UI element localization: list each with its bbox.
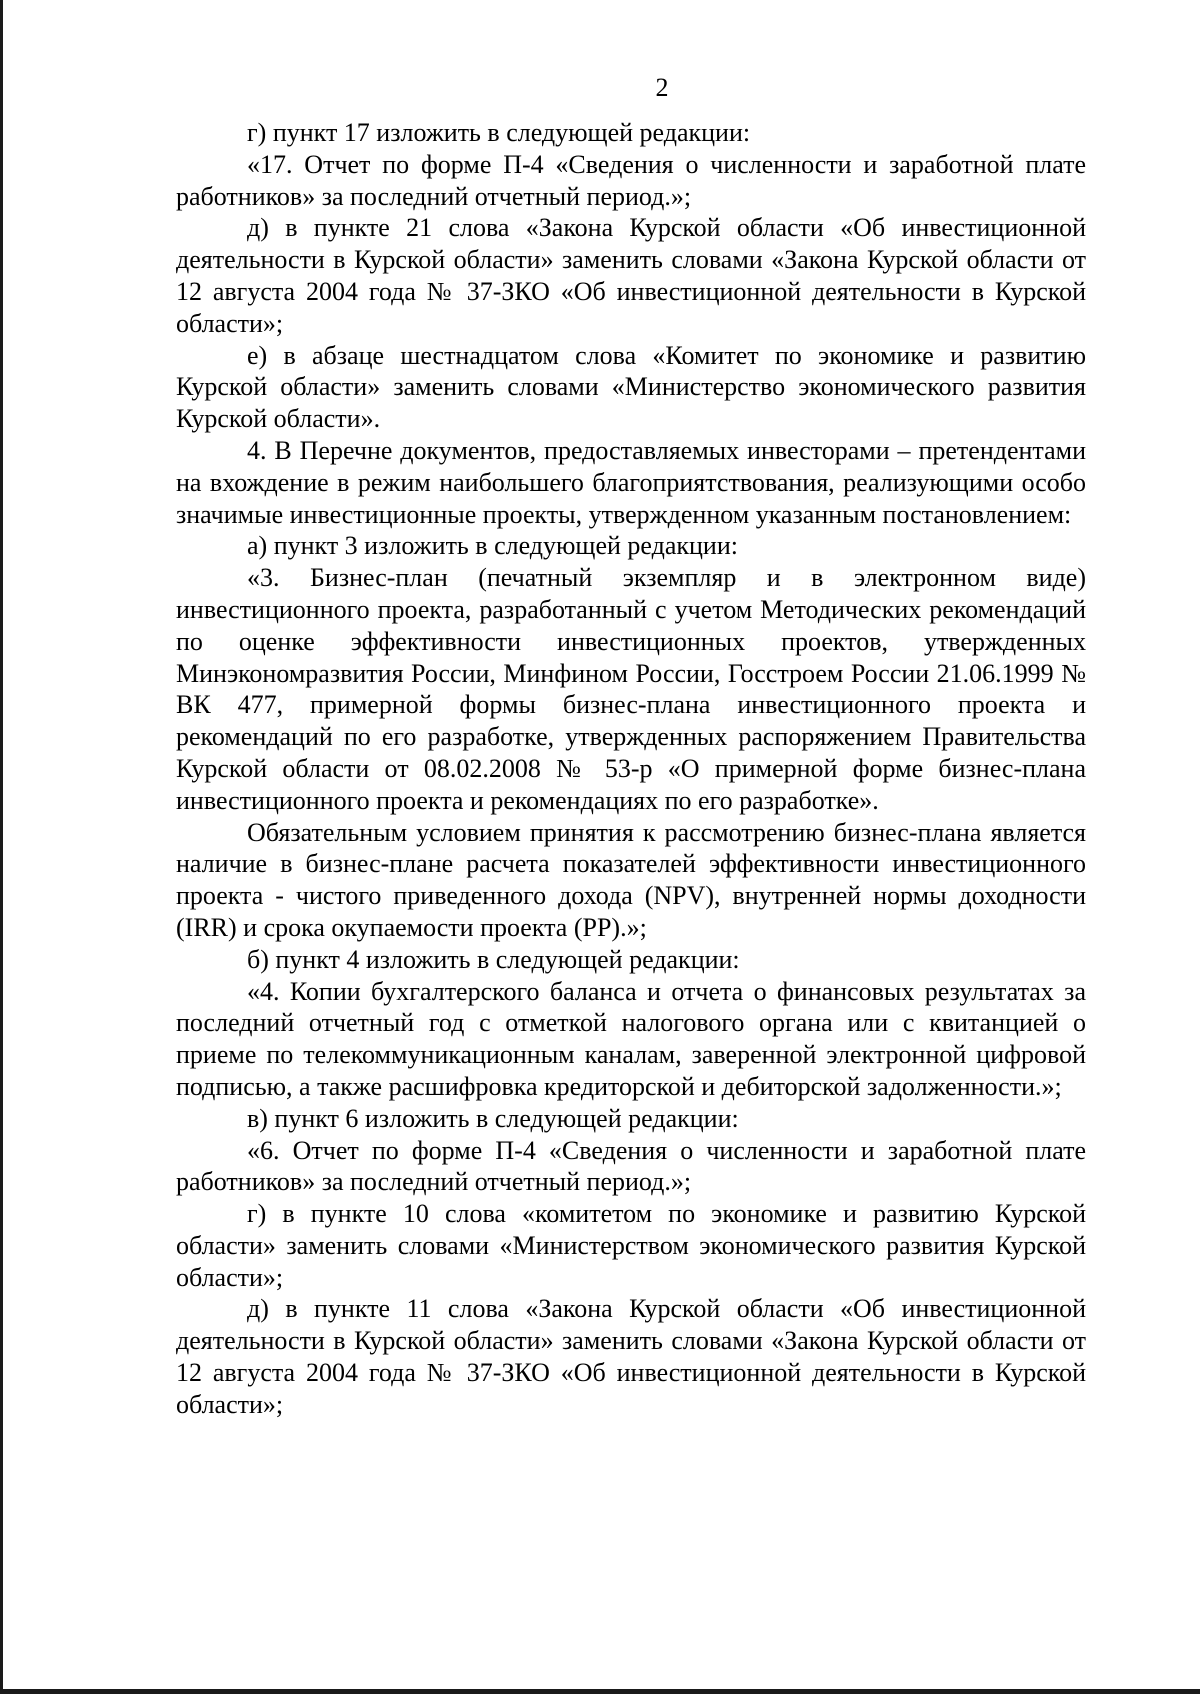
- paragraph-b-point-4: б) пункт 4 изложить в следующей редакции:: [247, 944, 740, 974]
- paragraph-quote-3-business-plan: «3. Бизнес-план (печатный экземпляр и в электронном виде) инвестиционного проекта, разработанный с учетом Методических рекомендаций по оценке эффективности инвестиционных проектов, утвержденных Минэкономразвития России, Минфином России, Госстроем России 21.06.1999 № ВК 477, примерной формы бизнес-плана инвестиционного проекта и рекомендаций по его разработке, утвержденных распоряжением Правительства Курской области от 08.02.2008 № 53-р «О примерной форме бизнес-плана инвестиционного проекта и рекомендациях по его разработке».: [176, 563, 1086, 815]
- paragraph-mandatory-condition: Обязательным условием принятия к рассмотрению бизнес-плана является наличие в бизнес-плане расчета показателей эффективности инвестиционного проекта - чистого приведенного дохода (NPV), внутренней нормы доходности (IRR) и срока окупаемости проекта (PP).»;: [176, 817, 1086, 942]
- scan-edge-bottom: [0, 1689, 1200, 1694]
- paragraph-quote-17: «17. Отчет по форме П-4 «Сведения о численности и заработной плате работников» за последний отчетный период.»;: [176, 149, 1086, 211]
- document-body: [176, 117, 1086, 1421]
- paragraph-a-point-3: а) пункт 3 изложить в следующей редакции:: [247, 531, 738, 561]
- paragraph-g-point-17: г) пункт 17 изложить в следующей редакции:: [247, 118, 751, 147]
- paragraph-quote-4-balance: «4. Копии бухгалтерского баланса и отчета о финансовых результатах за последний отчетный год с отметкой налогового органа или с квитанцией о приеме по телекоммуникационным каналам, заверенной электронной цифровой подписью, а также расшифровка кредиторской и дебиторской задолженности.»;: [176, 976, 1086, 1101]
- scan-edge-left: [0, 0, 3, 1694]
- paragraph-v-point-6: в) пункт 6 изложить в следующей редакции:: [247, 1103, 739, 1133]
- paragraph-4-perechen: 4. В Перечне документов, предоставляемых инвесторами – претендентами на вхождение в режим наибольшего благоприятствования, реализующими особо значимые инвестиционные проекты, утвержденном указанным постановлением:: [176, 435, 1086, 529]
- page-number: 2: [655, 73, 669, 102]
- paragraph-e-abzac-16: е) в абзаце шестнадцатом слова «Комитет по экономике и развитию Курской области» заменить словами «Министерство экономического развития Курской области».: [176, 340, 1086, 434]
- paragraph-g-point-10: г) в пункте 10 слова «комитетом по экономике и развитию Курской области» заменить словами «Министерством экономического развития Курской области»;: [176, 1199, 1086, 1292]
- paragraph-d-point-11: д) в пункте 11 слова «Закона Курской области «Об инвестиционной деятельности в Курской области» заменить словами «Закона Курской области от 12 августа 2004 года № 37-ЗКО «Об инвестиционной деятельности в Курской области»;: [176, 1294, 1086, 1419]
- paragraph-d-point-21: д) в пункте 21 слова «Закона Курской области «Об инвестиционной деятельности в Курской области» заменить словами «Закона Курской области от 12 августа 2004 года № 37-ЗКО «Об инвестиционной деятельности в Курской области»;: [176, 213, 1086, 338]
- paragraph-quote-6: «6. Отчет по форме П-4 «Сведения о численности и заработной плате работников» за последний отчетный период.»;: [176, 1135, 1086, 1197]
